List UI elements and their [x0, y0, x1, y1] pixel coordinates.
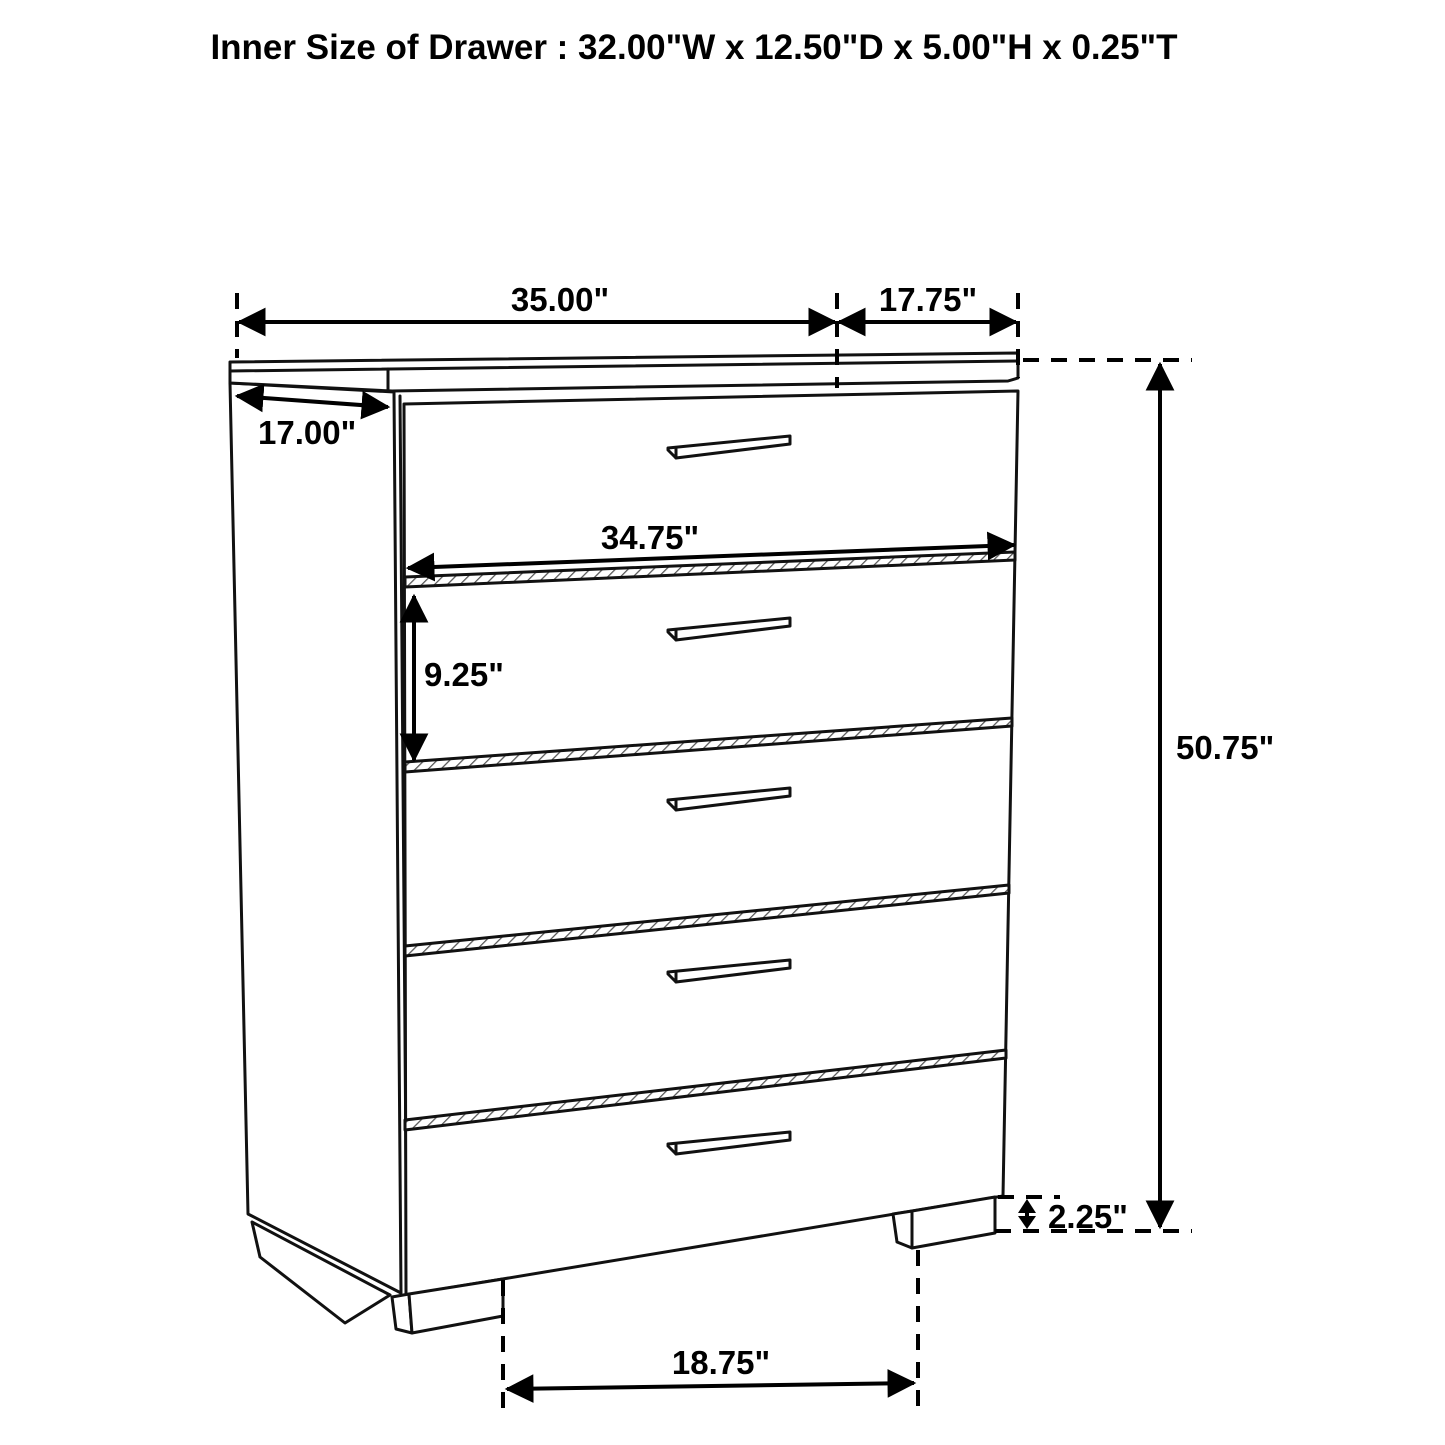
- dim-label-overall-height: 50.75": [1176, 729, 1275, 766]
- dim-label-top-width: 35.00": [510, 281, 610, 318]
- dim-label-side-depth: 17.00": [258, 414, 357, 451]
- dim-label-foot-height: 2.25": [1048, 1198, 1128, 1235]
- dim-label-top-depth: 17.75": [878, 281, 978, 318]
- front-panel: [404, 391, 1018, 1295]
- dim-label-drawer-front-height: 9.25": [424, 656, 504, 693]
- diagram-title: Inner Size of Drawer : 32.00"W x 12.50"D x 5.00"H x 0.25"T: [210, 28, 1178, 67]
- side-panel: [230, 383, 401, 1293]
- chest-line-art: [230, 353, 1018, 1333]
- dim-label-drawer-width: 34.75": [600, 519, 700, 556]
- dim-label-leg-spacing: 18.75": [671, 1344, 771, 1381]
